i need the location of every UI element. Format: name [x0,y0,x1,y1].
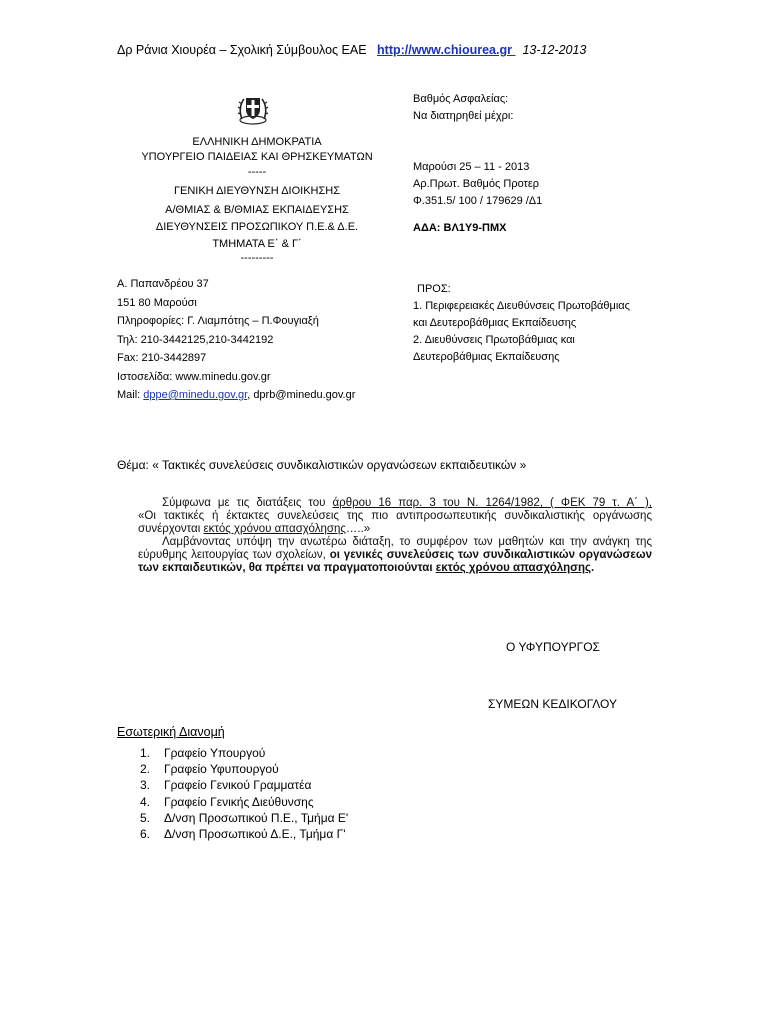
author-line: Δρ Ράνια Χιουρέα – Σχολική Σύμβουλος ΕΑΕ [117,43,367,57]
distribution-title: Εσωτερική Διανομή [117,725,225,739]
mail-rest: , dprb@minedu.gov.gr [247,389,356,401]
list-text: Γραφείο Γενικής Διεύθυνσης [164,794,314,809]
signature-title: Ο ΥΦΥΠΟΥΡΓΟΣ [506,640,600,654]
signature-name: ΣΥΜΕΩΝ ΚΕΔΙΚΟΓΛΟΥ [488,697,617,711]
gov-line: Α/ΘΜΙΑΣ & Β/ΘΜΙΑΣ ΕΚΠΑΙΔΕΥΣΗΣ [165,204,349,216]
address-block [117,275,355,405]
gov-line: ΤΜΗΜΑΤΑ Ε΄ & Γ΄ [212,238,302,250]
list-item [140,745,348,761]
recipient-line: και Δευτεροβάθμιας Εκπαίδευσης [413,317,577,329]
gov-line: ----- [247,166,267,178]
security-retain-label: Να διατηρηθεί μέχρι: [413,110,514,122]
outside-hours-phrase: εκτός χρόνου απασχόλησης [203,523,346,535]
government-heading [118,135,396,265]
list-number: 5. [140,810,151,825]
body-text-span: Λαμβάνοντας υπόψη την ανωτέρω διάταξη, το συμφέρον των μαθητών και την ανάγκη της εύρυθμης λειτουργίας των σχολείων, [138,536,652,561]
address-mail [117,386,355,405]
address-phone: Τηλ: 210-3442125,210-3442192 [117,333,274,346]
gov-line: ΓΕΝΙΚΗ ΔΙΕΥΘΥΝΣΗ ΔΙΟΙΚΗΣΗΣ [173,185,341,197]
recipients-label: ΠΡΟΣ: [417,283,451,295]
address-street: Α. Παπανδρέου 37 [117,278,209,290]
address-info: Πληροφορίες: Γ. Λιαμπότης – Π.Φουγιαξή [117,315,319,327]
body-paragraph-2 [138,536,652,575]
list-item [140,826,348,842]
address-website: Ιστοσελίδα: www.minedu.gov.gr [117,370,271,383]
list-number: 2. [140,762,151,777]
list-text: Δ/νση Προσωπικού Δ.Ε., Τμήμα Γ' [164,827,346,842]
recipient-line: 1. Περιφερειακές Διευθύνσεις Πρωτοβάθμιας [413,300,630,312]
list-text: Γραφείο Υφυπουργού [164,762,279,777]
protocol-number: Φ.351.5/ 100 / 179629 /Δ1 [413,195,543,207]
greek-coat-of-arms-icon [236,92,270,126]
ada-code: ΑΔΑ: ΒΛ1Υ9-ΠΜΧ [413,222,507,234]
outside-hours-phrase: εκτός χρόνου απασχόλησης [435,562,592,574]
body-bold-text: οι γενικές συνελεύσεις των συνδικαλιστικών οργανώσεων των εκπαιδευτικών, θα πρέπει να πραγματοποιούνται [138,549,652,574]
recipients-block [413,281,630,366]
body-paragraph-1 [138,497,652,510]
address-fax: Fax: 210-3442897 [117,352,207,364]
security-block [413,91,513,125]
body-paragraph-1-quote [138,510,652,536]
list-number: 6. [140,827,151,842]
list-item [140,777,348,793]
gov-line: --------- [240,252,274,264]
protocol-block [413,159,542,210]
list-number: 1. [140,746,151,760]
gov-line: ΥΠΟΥΡΓΕΙΟ ΠΑΙΔΕΙΑΣ ΚΑΙ ΘΡΗΣΚΕΥΜΑΤΩΝ [141,151,373,163]
list-number: 4. [140,794,151,809]
list-number: 3. [140,778,151,793]
recipient-line: 2. Διευθύνσεις Πρωτοβάθμιας και [413,334,575,346]
page-header [117,43,586,57]
body-text-span: Σύμφωνα με τις διατάξεις του [162,497,333,509]
place-date: Μαρούσι 25 – 11 - 2013 [413,161,530,173]
body-text [138,497,652,575]
body-text-span: …..» [345,523,371,535]
subject-line: Θέμα: « Τακτικές συνελεύσεις συνδικαλιστικών οργανώσεων εκπαιδευτικών » [117,458,527,472]
list-text: Γραφείο Υπουργού [164,746,266,760]
list-item [140,761,348,777]
website-link[interactable]: http://www.chiourea.gr [377,43,516,57]
list-text: Γραφείο Γενικού Γραμματέα [164,778,312,793]
security-level-label: Βαθμός Ασφαλείας: [413,93,509,105]
body-text-span: «Οι τακτικές ή έκτακτες συνελεύσεις της πιο αντιπροσωπευτικής συνδικαλιστικής οργάνωσης συνέρχονται [138,510,652,535]
list-text: Δ/νση Προσωπικού Π.Ε., Τμήμα Ε' [164,810,349,825]
distribution-list [140,745,348,842]
mail-link[interactable]: dppe@minedu.gov.gr [143,389,248,401]
gov-line: ΔΙΕΥΘΥΝΣΕΙΣ ΠΡΟΣΩΠΙΚΟΥ Π.Ε.& Δ.Ε. [155,221,359,233]
protocol-priority: Αρ.Πρωτ. Βαθμός Προτερ [413,178,540,190]
list-item [140,794,348,810]
law-reference: άρθρου 16 παρ. 3 του Ν. 1264/1982, ( ΦΕΚ 79 τ. Α΄ ), [332,497,653,509]
list-item [140,810,348,826]
address-city: 151 80 Μαρούσι [117,296,197,309]
header-date: 13-12-2013 [522,43,587,57]
recipient-line: Δευτεροβάθμιας Εκπαίδευσης [413,351,560,363]
gov-line: ΕΛΛΗΝΙΚΗ ΔΗΜΟΚΡΑΤΙΑ [192,136,322,148]
mail-label: Mail: [117,389,144,401]
body-text-span: . [591,562,595,574]
